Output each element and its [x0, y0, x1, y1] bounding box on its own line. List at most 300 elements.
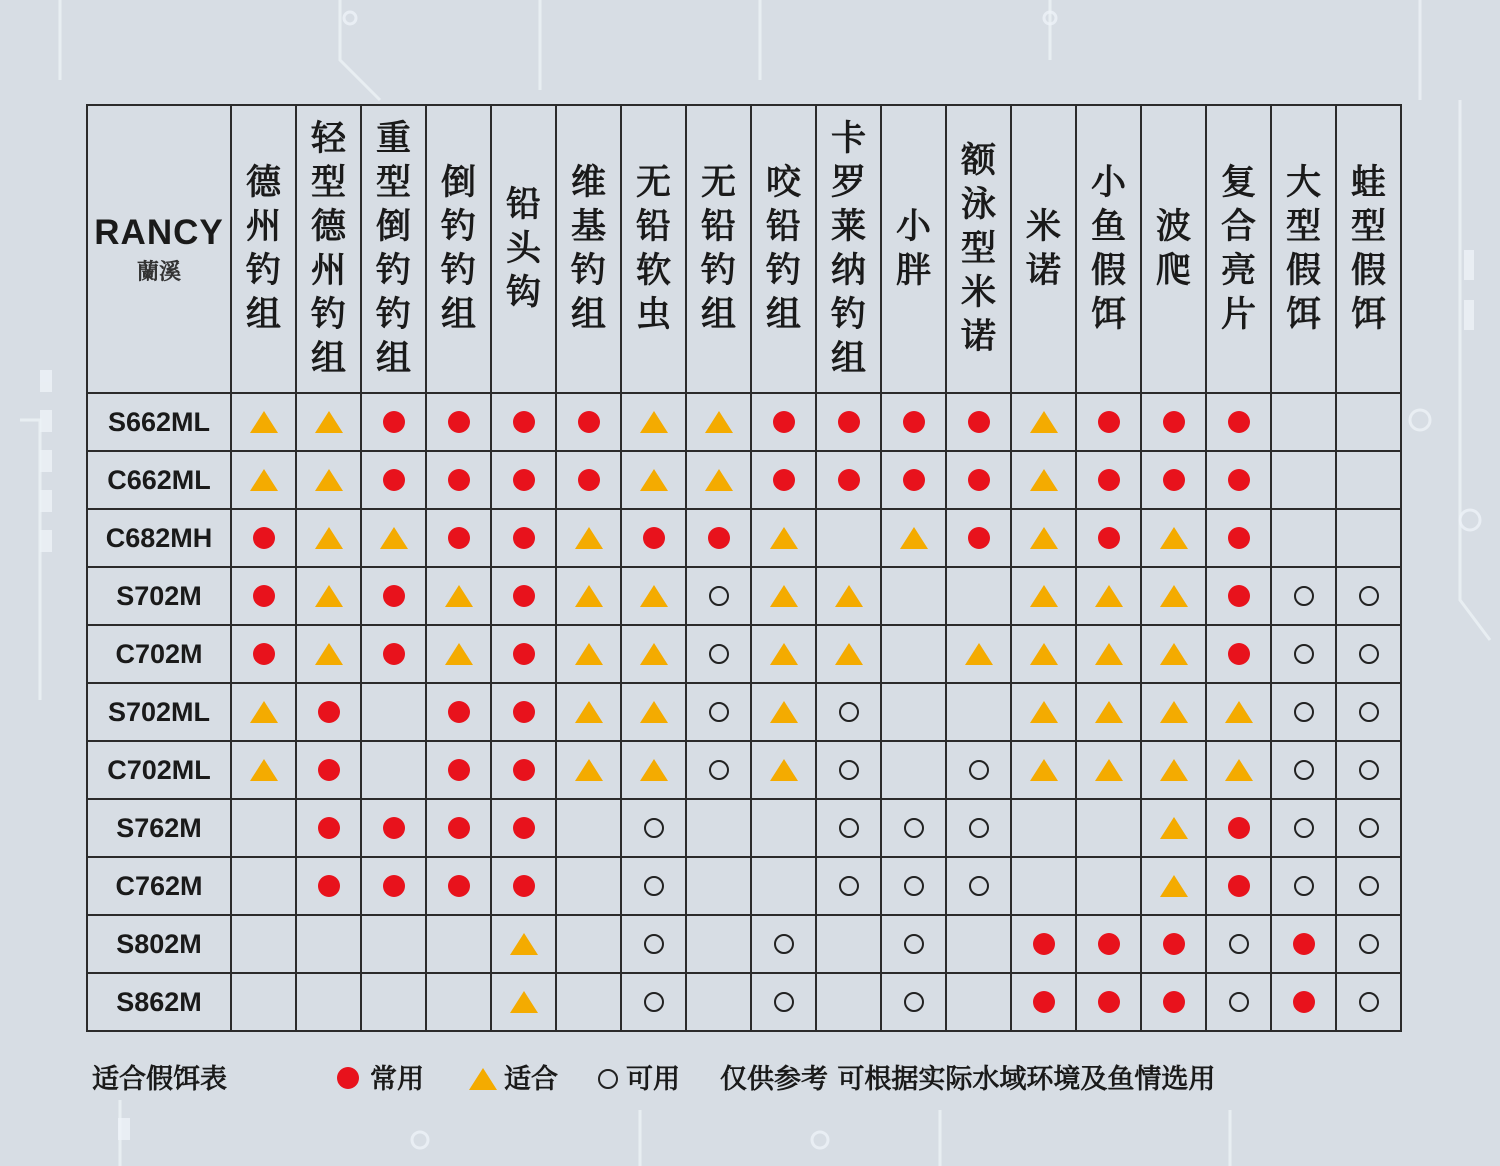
hollow-circle-icon	[969, 818, 989, 838]
orange-triangle-icon	[1225, 701, 1253, 723]
rating-cell	[1141, 509, 1206, 567]
rating-cell	[621, 973, 686, 1031]
rating-cell	[881, 857, 946, 915]
lure-suitability-table	[86, 104, 1402, 1032]
lure-header	[816, 105, 881, 393]
rating-cell	[1011, 625, 1076, 683]
rating-cell	[1336, 393, 1401, 451]
orange-triangle-icon	[770, 643, 798, 665]
red-dot-icon	[1293, 933, 1315, 955]
rating-cell	[881, 509, 946, 567]
rating-cell	[1206, 451, 1271, 509]
hollow-circle-icon	[1359, 644, 1379, 664]
orange-triangle-icon	[250, 469, 278, 491]
hollow-circle-icon	[774, 934, 794, 954]
red-dot-icon	[1228, 585, 1250, 607]
red-dot-icon	[1098, 933, 1120, 955]
red-dot-icon	[253, 643, 275, 665]
hollow-circle-icon	[709, 702, 729, 722]
rating-cell	[1336, 451, 1401, 509]
orange-triangle-icon	[1160, 527, 1188, 549]
rating-cell	[816, 451, 881, 509]
red-dot-icon	[513, 643, 535, 665]
rating-cell	[361, 393, 426, 451]
lure-header-label: 蛙型假饵	[1350, 163, 1386, 335]
table-row	[87, 683, 1401, 741]
table-body	[87, 393, 1401, 1031]
rating-cell	[881, 625, 946, 683]
rating-cell	[426, 799, 491, 857]
rating-cell	[231, 741, 296, 799]
rating-cell	[816, 509, 881, 567]
table-row	[87, 973, 1401, 1031]
red-dot-icon	[383, 585, 405, 607]
lure-header-label: 大型假饵	[1285, 163, 1321, 335]
rating-cell	[751, 915, 816, 973]
rating-cell	[686, 741, 751, 799]
lure-header-label: 铅头钩	[505, 185, 541, 313]
lure-header	[1206, 105, 1271, 393]
red-dot-icon	[1098, 411, 1120, 433]
rating-cell	[816, 625, 881, 683]
rating-cell	[1076, 625, 1141, 683]
rating-cell	[881, 973, 946, 1031]
hollow-circle-icon	[644, 992, 664, 1012]
rating-cell	[296, 741, 361, 799]
rating-cell	[946, 799, 1011, 857]
red-dot-icon	[513, 817, 535, 839]
hollow-circle-icon	[644, 876, 664, 896]
lure-header-label: 米诺	[1025, 207, 1061, 291]
rating-cell	[361, 799, 426, 857]
rating-cell	[1011, 451, 1076, 509]
rating-cell	[361, 567, 426, 625]
red-dot-icon	[448, 527, 470, 549]
rating-cell	[1336, 799, 1401, 857]
orange-triangle-icon	[1160, 643, 1188, 665]
legend-note: 仅供参考 可根据实际水域环境及鱼情选用	[720, 1064, 1216, 1095]
orange-triangle-icon	[1030, 411, 1058, 433]
red-dot-icon	[513, 701, 535, 723]
rating-cell	[816, 973, 881, 1031]
red-dot-icon	[1098, 469, 1120, 491]
lure-header-label: 无铅钓组	[700, 163, 736, 335]
red-dot-icon	[318, 701, 340, 723]
rating-cell	[1206, 393, 1271, 451]
red-dot-icon	[838, 469, 860, 491]
hollow-circle-icon	[839, 760, 859, 780]
table-row	[87, 393, 1401, 451]
hollow-circle-icon	[1294, 760, 1314, 780]
lure-header-label: 德州钓组	[245, 163, 281, 335]
rating-cell	[1271, 741, 1336, 799]
rating-cell	[231, 451, 296, 509]
rating-cell	[231, 799, 296, 857]
red-dot-icon	[643, 527, 665, 549]
rating-cell	[621, 799, 686, 857]
rating-cell	[361, 973, 426, 1031]
red-dot-icon	[448, 759, 470, 781]
red-dot-icon	[1163, 469, 1185, 491]
red-dot-icon	[448, 701, 470, 723]
rating-cell	[1141, 915, 1206, 973]
rating-cell	[361, 857, 426, 915]
rating-cell	[946, 509, 1011, 567]
orange-triangle-icon	[770, 759, 798, 781]
rating-cell	[946, 393, 1011, 451]
rating-cell	[1336, 915, 1401, 973]
model-cell: C662ML	[87, 451, 231, 509]
hollow-circle-icon	[904, 818, 924, 838]
orange-triangle-icon	[900, 527, 928, 549]
rating-cell	[231, 857, 296, 915]
rating-cell	[686, 393, 751, 451]
rating-cell	[881, 741, 946, 799]
hollow-circle-icon	[904, 934, 924, 954]
rating-cell	[296, 857, 361, 915]
rating-cell	[816, 915, 881, 973]
hollow-circle-icon	[1359, 760, 1379, 780]
orange-triangle-icon	[1095, 701, 1123, 723]
orange-triangle-icon	[770, 585, 798, 607]
rating-cell	[1011, 741, 1076, 799]
rating-cell	[556, 915, 621, 973]
red-dot-icon	[383, 817, 405, 839]
lure-header	[556, 105, 621, 393]
lure-header-label: 轻型德州钓组	[310, 119, 346, 379]
rating-cell	[426, 915, 491, 973]
rating-cell	[296, 567, 361, 625]
red-dot-icon	[708, 527, 730, 549]
rating-cell	[1076, 857, 1141, 915]
rating-cell	[1336, 741, 1401, 799]
red-dot-icon	[383, 469, 405, 491]
red-dot-icon	[1228, 643, 1250, 665]
rating-cell	[361, 509, 426, 567]
rating-cell	[751, 799, 816, 857]
orange-triangle-icon	[250, 759, 278, 781]
lure-header	[621, 105, 686, 393]
rating-cell	[621, 741, 686, 799]
red-dot-icon	[448, 469, 470, 491]
red-dot-icon	[1228, 411, 1250, 433]
rating-cell	[881, 915, 946, 973]
rating-cell	[751, 973, 816, 1031]
hollow-circle-icon	[644, 934, 664, 954]
rating-cell	[426, 509, 491, 567]
rating-cell	[1141, 625, 1206, 683]
rating-cell	[1206, 973, 1271, 1031]
model-cell: S762M	[87, 799, 231, 857]
rating-cell	[1011, 393, 1076, 451]
rating-cell	[751, 509, 816, 567]
red-dot-icon	[1163, 411, 1185, 433]
rating-cell	[1011, 567, 1076, 625]
orange-triangle-icon	[1095, 759, 1123, 781]
rating-cell	[1141, 567, 1206, 625]
rating-cell	[491, 567, 556, 625]
rating-cell	[1076, 683, 1141, 741]
rating-cell	[686, 915, 751, 973]
rating-cell	[816, 741, 881, 799]
table-row	[87, 741, 1401, 799]
rating-cell	[621, 915, 686, 973]
rating-cell	[231, 915, 296, 973]
orange-triangle-icon	[575, 759, 603, 781]
orange-triangle-icon	[575, 585, 603, 607]
lure-header	[1271, 105, 1336, 393]
rating-cell	[621, 567, 686, 625]
orange-triangle-icon	[315, 469, 343, 491]
rating-cell	[296, 799, 361, 857]
rating-cell	[1141, 393, 1206, 451]
rating-cell	[1206, 625, 1271, 683]
orange-triangle-icon	[640, 643, 668, 665]
rating-cell	[881, 683, 946, 741]
rating-cell	[686, 451, 751, 509]
rating-cell	[426, 741, 491, 799]
rating-cell	[1011, 799, 1076, 857]
rating-cell	[1141, 973, 1206, 1031]
hollow-circle-icon	[774, 992, 794, 1012]
red-dot-icon	[968, 469, 990, 491]
model-cell: C762M	[87, 857, 231, 915]
table-row	[87, 857, 1401, 915]
rating-cell	[556, 857, 621, 915]
rating-cell	[491, 509, 556, 567]
hollow-circle-icon	[1359, 876, 1379, 896]
orange-triangle-icon	[315, 643, 343, 665]
red-dot-icon	[318, 875, 340, 897]
lure-header	[1076, 105, 1141, 393]
red-dot-icon	[1228, 817, 1250, 839]
rating-cell	[751, 625, 816, 683]
hollow-circle-icon	[598, 1069, 618, 1089]
rating-cell	[1271, 625, 1336, 683]
orange-triangle-icon	[250, 411, 278, 433]
orange-triangle-icon	[705, 411, 733, 433]
rating-cell	[491, 973, 556, 1031]
lure-header-label: 重型倒钓钓组	[375, 119, 411, 379]
orange-triangle-icon	[445, 643, 473, 665]
lure-header-label: 小胖	[895, 207, 931, 291]
rating-cell	[556, 509, 621, 567]
hollow-circle-icon	[1359, 992, 1379, 1012]
rating-cell	[946, 741, 1011, 799]
rating-cell	[296, 509, 361, 567]
rating-cell	[361, 741, 426, 799]
rating-cell	[296, 683, 361, 741]
rating-cell	[751, 741, 816, 799]
rating-cell	[816, 567, 881, 625]
legend-suitable: 适合	[504, 1064, 558, 1095]
table-row	[87, 509, 1401, 567]
rating-cell	[621, 451, 686, 509]
model-cell: C702ML	[87, 741, 231, 799]
rating-cell	[231, 973, 296, 1031]
red-dot-icon	[1098, 991, 1120, 1013]
red-dot-icon	[318, 759, 340, 781]
red-dot-icon	[1293, 991, 1315, 1013]
lure-header-label: 维基钓组	[570, 163, 606, 335]
hollow-circle-icon	[1229, 992, 1249, 1012]
orange-triangle-icon	[1160, 817, 1188, 839]
rating-cell	[556, 451, 621, 509]
red-dot-icon	[773, 411, 795, 433]
rating-cell	[426, 857, 491, 915]
rating-cell	[621, 683, 686, 741]
red-dot-icon	[337, 1067, 359, 1089]
rating-cell	[361, 451, 426, 509]
rating-cell	[556, 625, 621, 683]
table-row	[87, 915, 1401, 973]
rating-cell	[1336, 973, 1401, 1031]
hollow-circle-icon	[1229, 934, 1249, 954]
rating-cell	[946, 451, 1011, 509]
rating-cell	[491, 799, 556, 857]
red-dot-icon	[1033, 991, 1055, 1013]
rating-cell	[426, 973, 491, 1031]
lure-header-label: 无铅软虫	[635, 163, 671, 335]
rating-cell	[1011, 973, 1076, 1031]
orange-triangle-icon	[380, 527, 408, 549]
rating-cell	[556, 741, 621, 799]
orange-triangle-icon	[835, 643, 863, 665]
rating-cell	[426, 393, 491, 451]
orange-triangle-icon	[575, 527, 603, 549]
red-dot-icon	[1163, 991, 1185, 1013]
red-dot-icon	[968, 527, 990, 549]
lure-header	[881, 105, 946, 393]
red-dot-icon	[383, 875, 405, 897]
orange-triangle-icon	[1030, 469, 1058, 491]
rating-cell	[491, 915, 556, 973]
rating-cell	[881, 451, 946, 509]
hollow-circle-icon	[904, 992, 924, 1012]
red-dot-icon	[513, 527, 535, 549]
rating-cell	[751, 683, 816, 741]
lure-header	[1011, 105, 1076, 393]
red-dot-icon	[1228, 875, 1250, 897]
lure-header-label: 小鱼假饵	[1090, 163, 1126, 335]
table-row	[87, 567, 1401, 625]
red-dot-icon	[448, 817, 470, 839]
rating-cell	[296, 973, 361, 1031]
red-dot-icon	[838, 411, 860, 433]
rating-cell	[1076, 567, 1141, 625]
rating-cell	[1076, 915, 1141, 973]
rating-cell	[1076, 741, 1141, 799]
rating-cell	[621, 857, 686, 915]
rating-cell	[296, 625, 361, 683]
rating-cell	[946, 915, 1011, 973]
red-dot-icon	[1033, 933, 1055, 955]
rating-cell	[231, 509, 296, 567]
orange-triangle-icon	[1160, 759, 1188, 781]
rating-cell	[361, 625, 426, 683]
rating-cell	[231, 625, 296, 683]
rating-cell	[1336, 683, 1401, 741]
orange-triangle-icon	[770, 527, 798, 549]
lure-header	[296, 105, 361, 393]
hollow-circle-icon	[709, 644, 729, 664]
rating-cell	[751, 451, 816, 509]
hollow-circle-icon	[1294, 702, 1314, 722]
rating-cell	[1336, 567, 1401, 625]
rating-cell	[1076, 393, 1141, 451]
rating-cell	[1271, 973, 1336, 1031]
lure-header	[1141, 105, 1206, 393]
rating-cell	[556, 799, 621, 857]
rating-cell	[881, 393, 946, 451]
model-cell: S862M	[87, 973, 231, 1031]
orange-triangle-icon	[705, 469, 733, 491]
red-dot-icon	[513, 875, 535, 897]
hollow-circle-icon	[839, 702, 859, 722]
orange-triangle-icon	[640, 759, 668, 781]
model-cell: C682MH	[87, 509, 231, 567]
orange-triangle-icon	[575, 643, 603, 665]
rating-cell	[556, 567, 621, 625]
orange-triangle-icon	[1030, 527, 1058, 549]
red-dot-icon	[448, 411, 470, 433]
rating-cell	[491, 857, 556, 915]
rating-cell	[946, 567, 1011, 625]
rating-cell	[491, 393, 556, 451]
lure-header	[946, 105, 1011, 393]
rating-cell	[1206, 857, 1271, 915]
model-cell: S802M	[87, 915, 231, 973]
orange-triangle-icon	[250, 701, 278, 723]
rating-cell	[1271, 451, 1336, 509]
red-dot-icon	[513, 469, 535, 491]
orange-triangle-icon	[640, 585, 668, 607]
orange-triangle-icon	[1030, 585, 1058, 607]
rating-cell	[296, 451, 361, 509]
rating-cell	[1271, 567, 1336, 625]
rating-cell	[1141, 683, 1206, 741]
rating-cell	[296, 915, 361, 973]
red-dot-icon	[513, 585, 535, 607]
rating-cell	[621, 393, 686, 451]
red-dot-icon	[773, 469, 795, 491]
rating-cell	[1206, 915, 1271, 973]
rating-cell	[751, 393, 816, 451]
orange-triangle-icon	[315, 585, 343, 607]
red-dot-icon	[903, 469, 925, 491]
hollow-circle-icon	[1359, 586, 1379, 606]
orange-triangle-icon	[315, 527, 343, 549]
lure-header-label: 额泳型米诺	[960, 141, 996, 357]
orange-triangle-icon	[1030, 701, 1058, 723]
brand-cell	[87, 105, 231, 393]
orange-triangle-icon	[965, 643, 993, 665]
hollow-circle-icon	[904, 876, 924, 896]
hollow-circle-icon	[1359, 818, 1379, 838]
rating-cell	[1206, 567, 1271, 625]
rating-cell	[1336, 857, 1401, 915]
rating-cell	[816, 393, 881, 451]
red-dot-icon	[968, 411, 990, 433]
orange-triangle-icon	[770, 701, 798, 723]
rating-cell	[1206, 683, 1271, 741]
red-dot-icon	[253, 527, 275, 549]
rating-cell	[686, 567, 751, 625]
orange-triangle-icon	[1160, 585, 1188, 607]
hollow-circle-icon	[1294, 818, 1314, 838]
orange-triangle-icon	[1095, 643, 1123, 665]
hollow-circle-icon	[969, 760, 989, 780]
